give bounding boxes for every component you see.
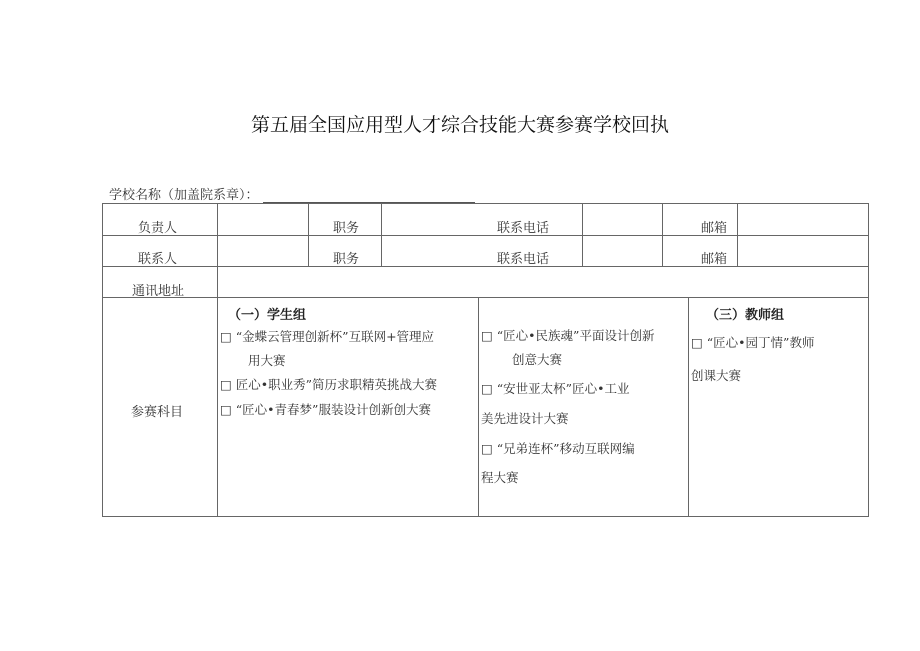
teacher-item-1-line2: 创课大赛 <box>691 368 742 383</box>
col-divider <box>381 203 382 267</box>
contact-email-label: 邮箱 <box>701 252 728 267</box>
middle-item-2-line1[interactable]: □ “安世亚太杯”匠心•工业 <box>481 381 630 396</box>
col-divider <box>478 297 479 517</box>
middle-item-3-line1[interactable]: □ “兄弟连杯”移动互联网编 <box>481 441 635 456</box>
contact-position-label: 职务 <box>333 252 360 267</box>
table-border-left <box>102 203 103 517</box>
school-name-label: 学校名称（加盖院系章）： <box>109 188 259 203</box>
leader-label: 负责人 <box>138 221 178 236</box>
student-item-2[interactable]: □ 匠心•职业秀”简历求职精英挑战大赛 <box>220 377 438 392</box>
col-divider <box>582 203 583 267</box>
leader-email-label: 邮箱 <box>701 221 728 236</box>
col-divider <box>688 297 689 517</box>
student-item-1-line2: 用大赛 <box>248 353 286 368</box>
middle-item-1-line1[interactable]: □ “匠心•民族魂”平面设计创新 <box>481 328 655 343</box>
middle-item-1-line2: 创意大赛 <box>512 352 563 367</box>
address-label: 通讯地址 <box>132 284 185 299</box>
leader-phone-label: 联系电话 <box>497 221 550 236</box>
col-divider <box>217 203 218 517</box>
student-item-3[interactable]: □ “匠心•青春梦”服装设计创新创大赛 <box>220 402 431 417</box>
col-divider <box>662 203 663 267</box>
teacher-group-title: （三）教师组 <box>706 308 785 323</box>
page-title: 第五届全国应用型人才综合技能大赛参赛学校回执 <box>250 114 669 136</box>
table-border-right <box>868 203 869 517</box>
middle-item-2-line2: 美先进设计大赛 <box>481 411 569 426</box>
col-divider <box>308 203 309 267</box>
teacher-item-1-line1[interactable]: □ “匠心•园丁情”教师 <box>691 335 815 350</box>
contact-label: 联系人 <box>138 252 178 267</box>
leader-position-label: 职务 <box>333 221 360 236</box>
middle-item-3-line2: 程大赛 <box>481 470 519 485</box>
col-divider <box>737 203 738 267</box>
subjects-label: 参赛科目 <box>131 405 184 420</box>
contact-phone-label: 联系电话 <box>497 252 550 267</box>
student-group-title: （一）学生组 <box>228 308 307 323</box>
student-item-1-line1[interactable]: □ “金蝶云管理创新杯”互联网+管理应 <box>220 329 435 344</box>
